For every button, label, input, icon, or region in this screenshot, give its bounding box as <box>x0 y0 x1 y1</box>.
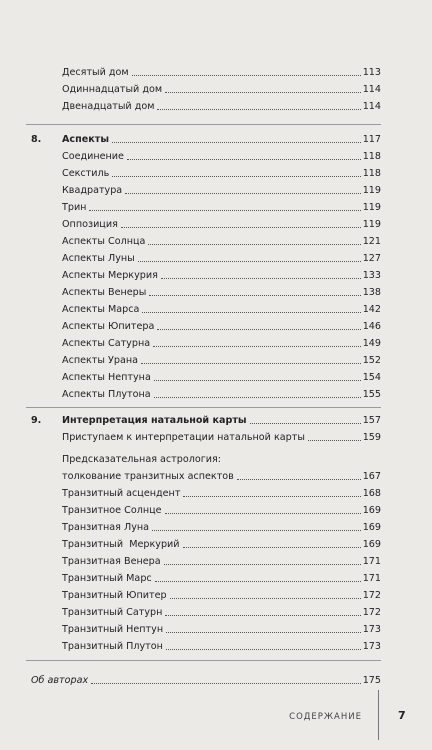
entry-page: 127 <box>362 253 381 264</box>
entry-title: Аспекты Солнца <box>62 236 146 247</box>
entry-page: 146 <box>362 321 381 332</box>
toc-entry[interactable] <box>62 539 381 551</box>
leader-dots <box>155 581 361 582</box>
page-number: 7 <box>398 709 406 722</box>
leader-dots <box>164 564 361 565</box>
toc-entry[interactable] <box>62 185 381 197</box>
entry-page: 152 <box>362 355 381 366</box>
entry-page: 171 <box>362 573 381 584</box>
toc-entry[interactable] <box>62 471 381 483</box>
leader-dots <box>166 632 361 633</box>
entry-title: Десятый дом <box>62 67 129 78</box>
footer-rule <box>378 690 379 740</box>
entry-title: Транзитный Юпитер <box>62 590 167 601</box>
entry-page: 114 <box>362 101 381 112</box>
entry-title: Аспекты Венеры <box>62 287 147 298</box>
entry-page: 159 <box>362 432 381 443</box>
leader-dots <box>148 244 360 245</box>
entry-title: Двенадцатый дом <box>62 101 155 112</box>
leader-dots <box>157 109 360 110</box>
toc-entry[interactable] <box>62 556 381 568</box>
entry-title: Транзитная Луна <box>62 522 150 533</box>
toc-entry[interactable] <box>62 67 381 79</box>
leader-dots <box>89 210 360 211</box>
entry-title: Транзитный Марс <box>62 573 152 584</box>
chapter-number: 8. <box>31 134 42 145</box>
leader-dots <box>165 92 361 93</box>
entry-title: Транзитное Солнце <box>62 505 162 516</box>
section-divider <box>26 407 381 408</box>
entry-title: Аспекты Сатурна <box>62 338 151 349</box>
leader-dots <box>183 496 360 497</box>
leader-dots <box>157 329 360 330</box>
leader-dots <box>138 261 361 262</box>
leader-dots <box>308 440 361 441</box>
entry-page: 119 <box>362 202 381 213</box>
entry-page: 119 <box>362 219 381 230</box>
leader-dots <box>142 312 360 313</box>
entry-title: Аспекты Нептуна <box>62 372 151 383</box>
toc-entry[interactable] <box>62 488 381 500</box>
toc-entry[interactable] <box>62 607 381 619</box>
toc-entry[interactable] <box>62 641 381 653</box>
entry-page: 121 <box>362 236 381 247</box>
entry-title: Аспекты Урана <box>62 355 138 366</box>
entry-title: Аспекты Юпитера <box>62 321 155 332</box>
entry-title: Оппозиция <box>62 219 118 230</box>
entry-page: 138 <box>362 287 381 298</box>
entry-page: 172 <box>362 607 381 618</box>
leader-dots <box>149 295 360 296</box>
entry-title: Транзитная Венера <box>62 556 161 567</box>
leader-dots <box>165 513 361 514</box>
toc-entry[interactable] <box>62 573 381 585</box>
toc-entry[interactable] <box>62 236 381 248</box>
toc-entry[interactable] <box>62 219 381 231</box>
entry-title: Трин <box>62 202 87 213</box>
toc-entry[interactable] <box>62 287 381 299</box>
entry-title: Аспекты Меркурия <box>62 270 158 281</box>
toc-entry[interactable] <box>62 624 381 636</box>
entry-title: Транзитный Нептун <box>62 624 164 635</box>
toc-entry[interactable] <box>62 389 381 401</box>
entry-page: 118 <box>362 151 381 162</box>
entry-title: Транзитный Плутон <box>62 641 163 652</box>
section-divider <box>26 124 381 125</box>
entry-title: Квадратура <box>62 185 123 196</box>
entry-page: 168 <box>362 488 381 499</box>
leader-dots <box>112 176 360 177</box>
toc-entry[interactable] <box>62 270 381 282</box>
leader-dots <box>141 363 361 364</box>
leader-dots <box>237 479 361 480</box>
chapter-title: Интерпретация натальной карты <box>62 415 247 426</box>
toc-entry[interactable] <box>62 338 381 350</box>
toc-entry[interactable] <box>62 590 381 602</box>
toc-entry[interactable] <box>62 522 381 534</box>
running-footer-label: СОДЕРЖАНИЕ <box>289 712 362 722</box>
entry-page: 167 <box>362 471 381 482</box>
entry-page: 149 <box>362 338 381 349</box>
chapter-entry[interactable] <box>62 134 381 146</box>
leader-dots <box>125 193 361 194</box>
leader-dots <box>132 75 361 76</box>
entry-title: Транзитный асцендент <box>62 488 181 499</box>
entry-page: 173 <box>362 624 381 635</box>
entry-page: 172 <box>362 590 381 601</box>
entry-page: 155 <box>362 389 381 400</box>
leader-dots <box>183 547 361 548</box>
toc-entry[interactable] <box>62 202 381 214</box>
leader-dots <box>166 649 361 650</box>
chapter-page: 157 <box>362 415 381 426</box>
leader-dots <box>91 683 361 684</box>
toc-entry-about[interactable] <box>31 675 381 687</box>
toc-entry[interactable] <box>62 84 381 96</box>
entry-page: 154 <box>362 372 381 383</box>
toc-entry[interactable] <box>62 505 381 517</box>
entry-page: 114 <box>362 84 381 95</box>
entry-title: Аспекты Луны <box>62 253 135 264</box>
entry-page: 169 <box>362 505 381 516</box>
entry-page: 171 <box>362 556 381 567</box>
entry-page: 142 <box>362 304 381 315</box>
entry-page: 119 <box>362 185 381 196</box>
toc-entry[interactable] <box>62 168 381 180</box>
leader-dots <box>121 227 361 228</box>
leader-dots <box>250 423 361 424</box>
toc-entry[interactable] <box>62 101 381 113</box>
entry-page: 175 <box>362 675 381 686</box>
toc-entry[interactable] <box>62 432 381 444</box>
entry-title: Соединение <box>62 151 124 162</box>
entry-title: Транзитный Сатурн <box>62 607 163 618</box>
leader-dots <box>165 615 360 616</box>
leader-dots <box>154 397 361 398</box>
leader-dots <box>161 278 361 279</box>
entry-page: 169 <box>362 539 381 550</box>
entry-page: 173 <box>362 641 381 652</box>
toc-entry[interactable] <box>62 355 381 367</box>
leader-dots <box>170 598 361 599</box>
chapter-number: 9. <box>31 415 42 426</box>
leader-dots <box>153 346 361 347</box>
subsection-heading: Предсказательная астрология: <box>62 454 221 465</box>
chapter-entry[interactable] <box>62 415 381 427</box>
entry-title: Аспекты Плутона <box>62 389 151 400</box>
section-divider <box>26 660 381 661</box>
entry-page: 133 <box>362 270 381 281</box>
entry-title: Транзитный Меркурий <box>62 539 180 550</box>
toc-entry[interactable] <box>62 321 381 333</box>
toc-entry[interactable] <box>62 151 381 163</box>
entry-title: Одиннадцатый дом <box>62 84 163 95</box>
chapter-title: Аспекты <box>62 134 109 145</box>
entry-title: Приступаем к интерпретации натальной карты <box>62 432 305 443</box>
toc-entry[interactable] <box>62 253 381 265</box>
chapter-page: 117 <box>362 134 381 145</box>
leader-dots <box>127 159 361 160</box>
entry-page: 169 <box>362 522 381 533</box>
entry-title: Секстиль <box>62 168 110 179</box>
toc-entry[interactable] <box>62 304 381 316</box>
entry-page: 113 <box>362 67 381 78</box>
entry-title: Об авторах <box>31 675 89 686</box>
toc-entry[interactable] <box>62 372 381 384</box>
entry-page: 118 <box>362 168 381 179</box>
entry-title: Аспекты Марса <box>62 304 140 315</box>
leader-dots <box>154 380 361 381</box>
leader-dots <box>152 530 361 531</box>
leader-dots <box>112 142 361 143</box>
entry-title: толкование транзитных аспектов <box>62 471 234 482</box>
